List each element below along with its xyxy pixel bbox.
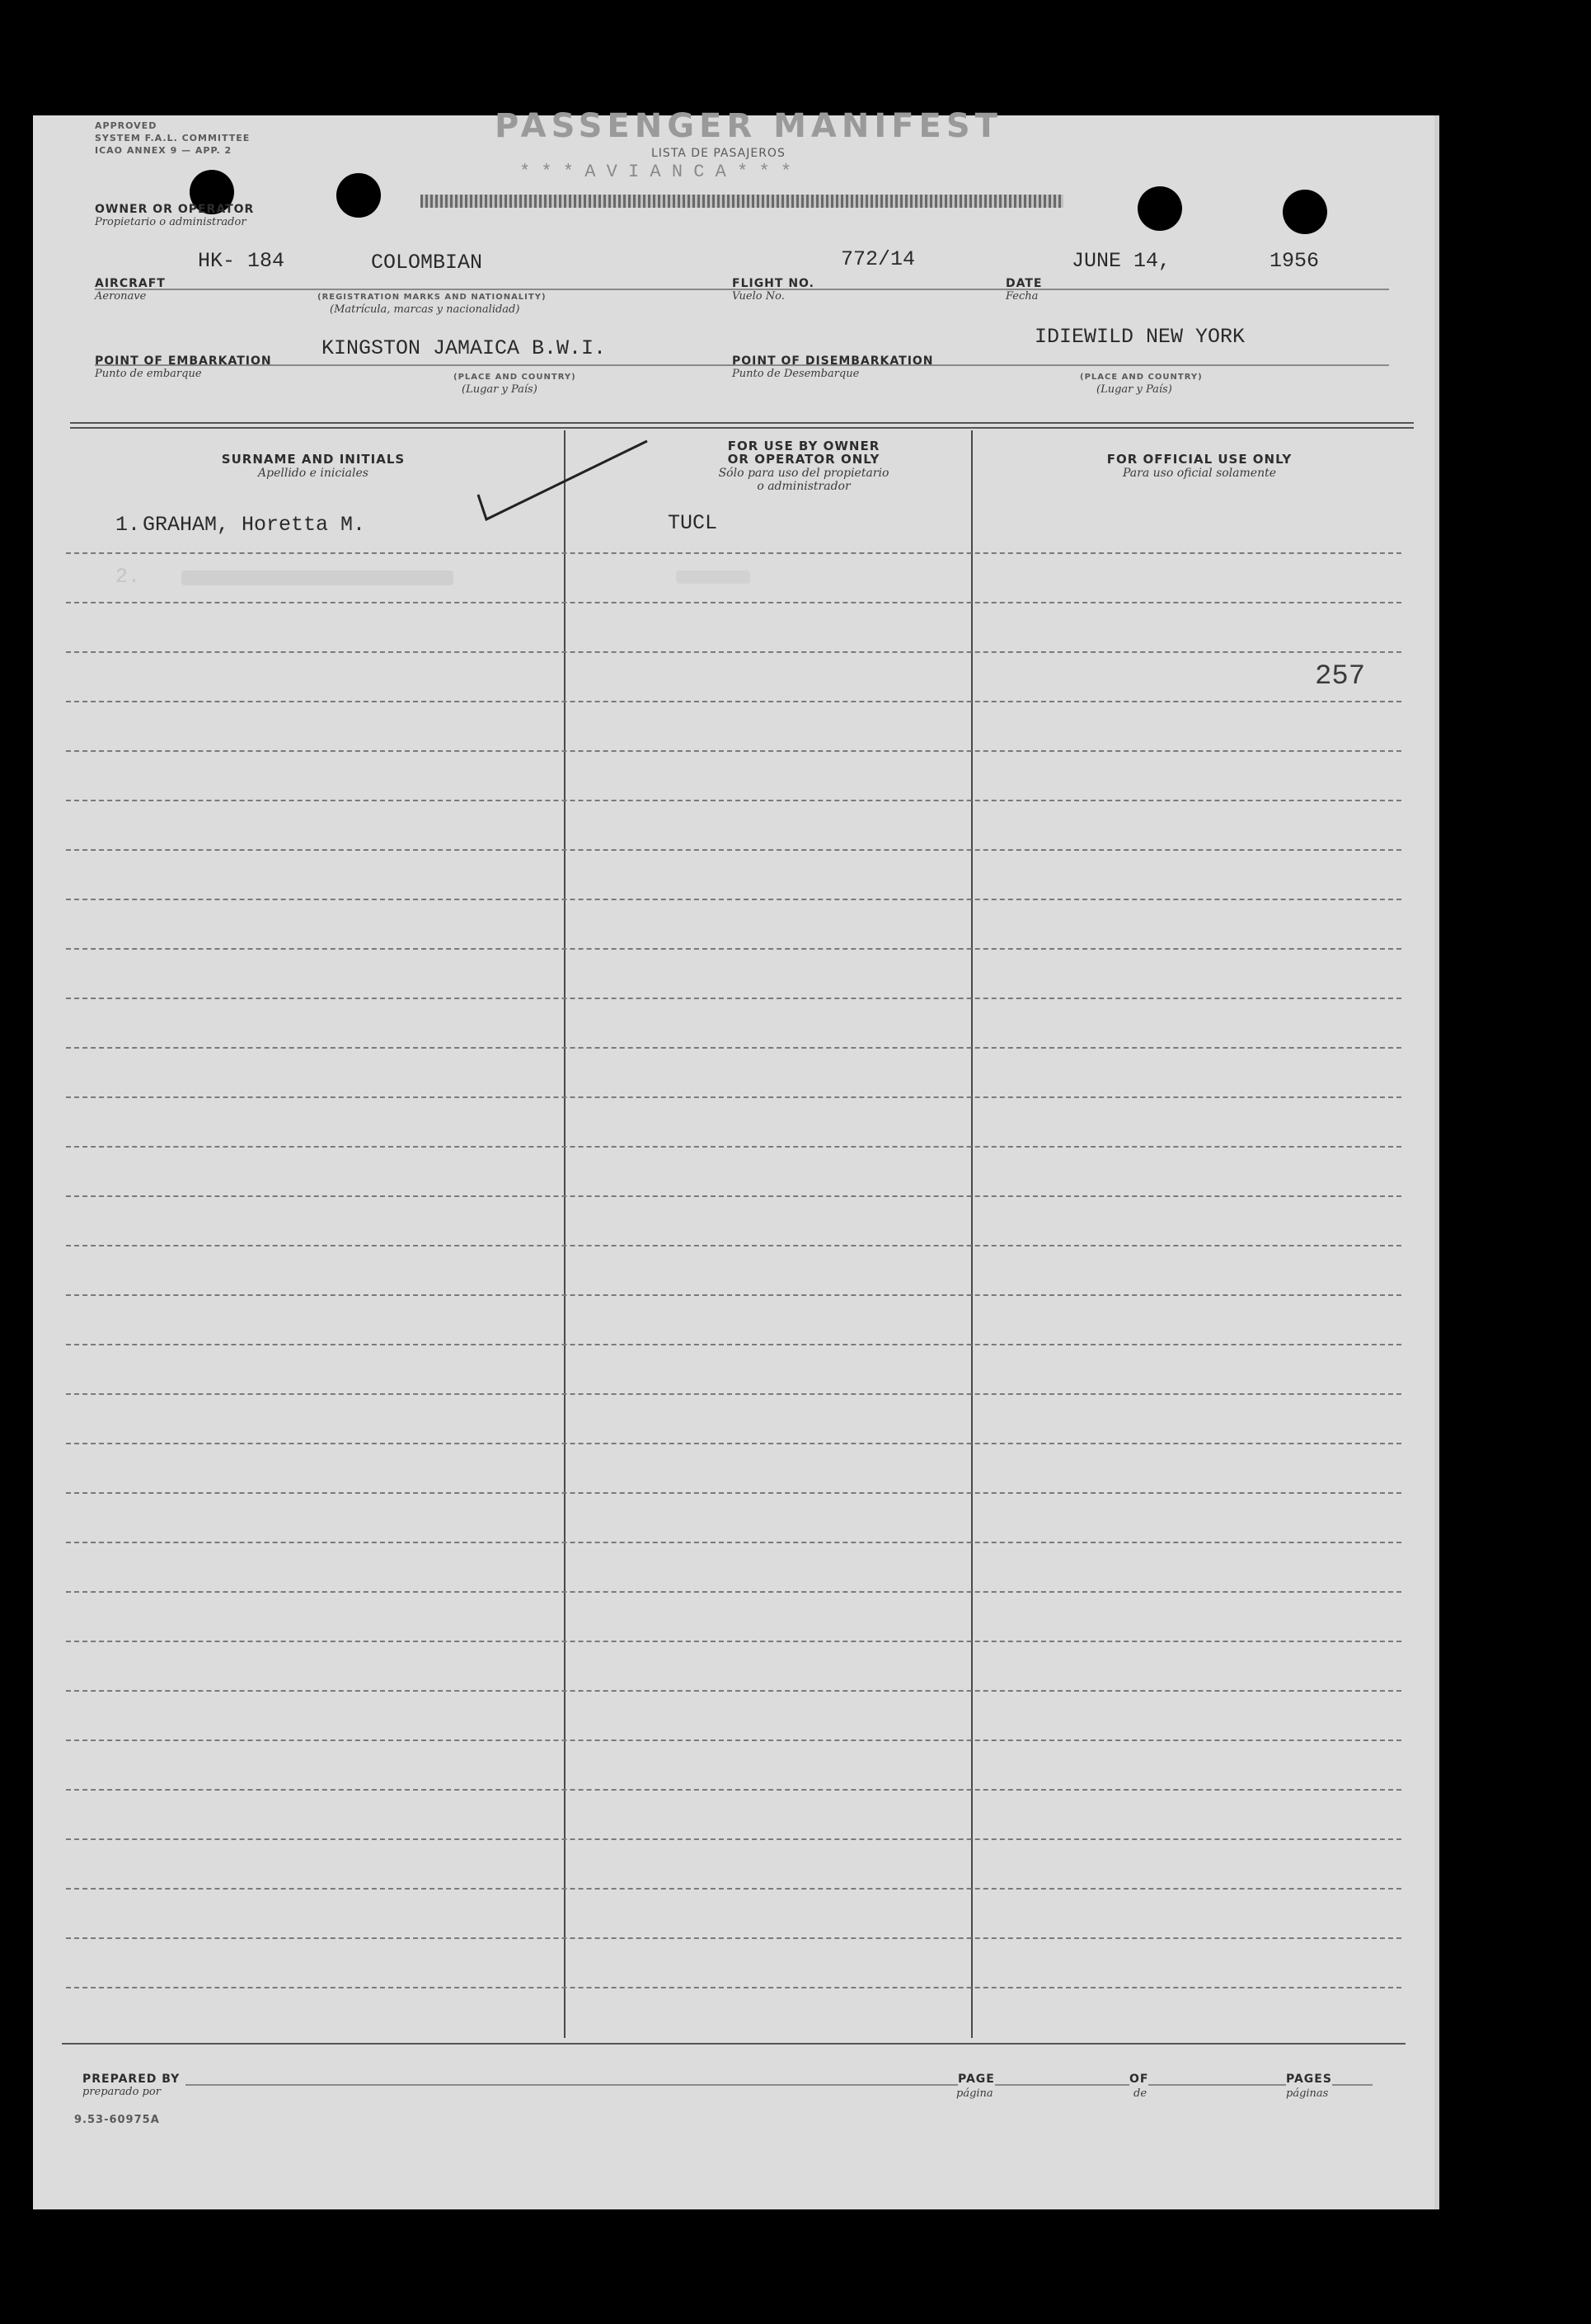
disembarkation-place: IDIEWILD NEW YORK	[1035, 325, 1246, 349]
col-operator-header-es-b: o administrador	[757, 480, 851, 493]
row-line	[66, 651, 1401, 653]
col-operator-header-a: FOR USE BY OWNER	[727, 439, 880, 453]
row-line	[66, 998, 1401, 999]
row-line	[66, 750, 1401, 752]
check-mark	[462, 437, 659, 536]
approval-line-3: ICAO ANNEX 9 — APP. 2	[95, 145, 232, 156]
place-note-left-es: (Lugar y País)	[462, 383, 537, 396]
place-note-left: (PLACE AND COUNTRY)	[453, 373, 576, 382]
col-official-header: FOR OFFICIAL USE ONLY	[1106, 452, 1293, 467]
row-line	[66, 1344, 1401, 1345]
row-line	[66, 701, 1401, 702]
row-line	[66, 800, 1401, 801]
column-divider-2	[971, 430, 973, 2038]
row-line	[66, 1888, 1401, 1890]
table-top-rule	[70, 422, 1414, 424]
date-year: 1956	[1270, 249, 1320, 273]
date-month-day: JUNE 14,	[1072, 249, 1171, 273]
aircraft-label: AIRCRAFT	[95, 277, 166, 290]
embarkation-label: POINT OF EMBARKATION	[95, 354, 272, 368]
of-label: OF	[1129, 2073, 1149, 2086]
column-divider-1	[564, 430, 566, 2038]
row-1-number: 1.	[115, 513, 141, 537]
date-label-es: Fecha	[1006, 290, 1039, 303]
page-label: PAGE	[958, 2073, 995, 2086]
approval-line-1: APPROVED	[95, 120, 157, 131]
page-label-es: página	[956, 2087, 993, 2100]
row-line	[66, 1789, 1401, 1791]
row-line	[66, 1937, 1401, 1939]
disembarkation-label: POINT OF DISEMBARKATION	[732, 354, 934, 368]
owner-label-es: Propietario o administrador	[95, 216, 246, 228]
date-label: DATE	[1006, 277, 1043, 290]
row-line	[66, 1492, 1401, 1494]
row-line	[66, 1641, 1401, 1642]
row-line	[66, 1739, 1401, 1741]
place-note-right: (PLACE AND COUNTRY)	[1080, 373, 1203, 382]
row-line	[66, 1146, 1401, 1148]
punch-hole	[1283, 190, 1327, 234]
prepared-label-es: preparado por	[82, 2086, 161, 2098]
row-line	[66, 1245, 1401, 1247]
row-2-erased-operator	[676, 570, 750, 584]
row-line	[66, 1542, 1401, 1543]
aircraft-registration: HK- 184	[198, 249, 285, 273]
flight-label-es: Vuelo No.	[732, 290, 785, 303]
row-line	[66, 1690, 1401, 1692]
approval-line-2: SYSTEM F.A.L. COMMITTEE	[95, 133, 251, 143]
pages-label-es: páginas	[1286, 2087, 1329, 2100]
form-code: 9.53-60975A	[74, 2114, 160, 2126]
col-official-header-es: Para uso oficial solamente	[1123, 467, 1276, 480]
table-bottom-rule	[62, 2043, 1406, 2045]
row-line	[66, 1838, 1401, 1840]
row-line	[66, 1195, 1401, 1197]
row-line	[66, 1096, 1401, 1098]
row-line	[66, 948, 1401, 950]
form-title: PASSENGER MANIFEST	[495, 107, 1002, 145]
aircraft-nationality: COLOMBIAN	[371, 251, 483, 275]
col-operator-header-b: OR OPERATOR ONLY	[727, 452, 880, 467]
row-line	[66, 552, 1401, 554]
row-2-erased-text	[181, 570, 453, 585]
owner-label: OWNER OR OPERATOR	[95, 203, 255, 216]
place-note-right-es: (Lugar y País)	[1096, 383, 1172, 396]
punch-hole	[1138, 186, 1182, 231]
disembarkation-label-es: Punto de Desembarque	[732, 368, 860, 380]
row-line	[66, 899, 1401, 900]
registration-note-es: (Matrícula, marcas y nacionalidad)	[330, 303, 520, 316]
flight-number: 772/14	[841, 247, 916, 271]
row-2-number: 2.	[115, 565, 141, 589]
col-surname-header: SURNAME AND INITIALS	[221, 452, 406, 467]
embarkation-label-es: Punto de embarque	[95, 368, 202, 380]
embarkation-place: KINGSTON JAMAICA B.W.I.	[321, 336, 607, 360]
registration-note: (REGISTRATION MARKS AND NATIONALITY)	[317, 293, 547, 302]
flight-label: FLIGHT NO.	[732, 277, 814, 290]
stamp-number: 257	[1315, 661, 1366, 693]
row-1-name: GRAHAM, Horetta M.	[143, 513, 366, 537]
prepared-label: PREPARED BY	[82, 2073, 181, 2086]
operator-stamp: * * * A V I A N C A * * *	[519, 162, 792, 182]
row-line	[66, 1393, 1401, 1395]
prepared-underline	[185, 2084, 1373, 2086]
pages-label: PAGES	[1286, 2073, 1332, 2086]
row-line	[66, 1591, 1401, 1593]
of-label-es: de	[1133, 2087, 1147, 2100]
row-line	[66, 849, 1401, 851]
row-line	[66, 1294, 1401, 1296]
row-line	[66, 1443, 1401, 1444]
col-surname-header-es: Apellido e iniciales	[258, 467, 368, 480]
aircraft-label-es: Aeronave	[95, 290, 147, 303]
row-line	[66, 602, 1401, 603]
struck-out-text	[420, 195, 1063, 208]
col-operator-header-es-a: Sólo para uso del propietario	[718, 467, 889, 480]
form-subtitle: LISTA DE PASAJEROS	[651, 147, 786, 160]
row-1-operator-use: TUCL	[668, 511, 718, 535]
row-line	[66, 1047, 1401, 1049]
table-top-rule-2	[70, 427, 1414, 429]
manifest-sheet	[33, 107, 1439, 2209]
punch-hole	[336, 173, 381, 218]
row-line	[66, 1987, 1401, 1988]
